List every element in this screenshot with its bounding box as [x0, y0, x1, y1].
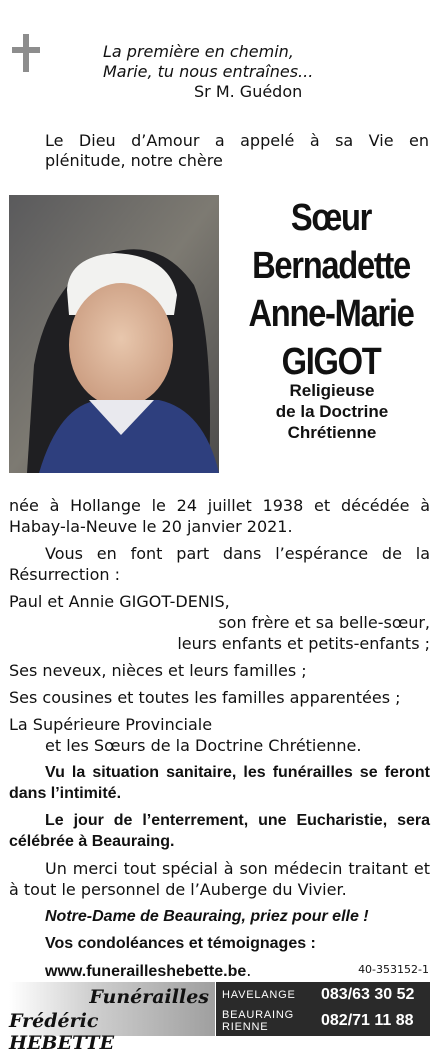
name-line: Anne-Marie [248, 293, 414, 335]
family-line: Ses neveux, nièces et leurs familles ; [9, 661, 307, 680]
eucharist-notice: Le jour de l’enterrement, une Eucharistie, sera célébrée à Beauraing. [9, 812, 430, 850]
name-line: Sœur [290, 197, 372, 239]
title-line: Religieuse [289, 381, 375, 400]
epigraph-signature: Sr M. Guédon [194, 82, 303, 101]
portrait-photo [9, 195, 219, 473]
funeral-home-footer [9, 982, 430, 1054]
title-line: de la Doctrine [275, 402, 389, 421]
intro-text: Le Dieu d’Amour a appelé à sa Vie en plénitude, notre chère [45, 131, 429, 170]
cross-icon [12, 34, 40, 72]
city-label: BEAURAING [222, 1009, 294, 1021]
deceased-name [241, 194, 422, 386]
city-label: RIENNE [222, 1021, 269, 1033]
contact-box [216, 982, 430, 1036]
phone-number: 082/71 11 88 [321, 1012, 414, 1029]
website-suffix: . [246, 961, 252, 980]
thanks-text: Un merci tout spécial à son médecin traitant et à tout le personnel de l’Auberge du Vivier. [9, 859, 430, 899]
brand-line: Frédéric HEBETTE [9, 1010, 115, 1054]
name-line: GIGOT [281, 341, 381, 383]
phone-number: 083/63 30 52 [321, 986, 415, 1003]
reference-number: 40-353152-1 [358, 963, 429, 976]
epigraph-line: Marie, tu nous entraînes... [103, 62, 314, 81]
brand-box [9, 982, 215, 1054]
family-relation: leurs enfants et petits-enfants ; [177, 634, 430, 653]
name-line: Bernadette [252, 245, 410, 287]
family-line: et les Sœurs de la Doctrine Chrétienne. [45, 736, 362, 755]
epigraph-line: La première en chemin, [103, 42, 294, 61]
website-link[interactable]: www.funerailleshebette.be [45, 963, 247, 980]
prayer-text: Notre-Dame de Beauraing, priez pour elle ! [45, 908, 369, 925]
epigraph [103, 42, 433, 102]
deceased-title [232, 380, 432, 443]
notice-body [9, 495, 430, 982]
birth-text: née à Hollange le 24 juillet 1938 et décédée à Habay-la-Neuve le 20 janvier 2021. [9, 496, 430, 536]
family-line: La Supérieure Provinciale [9, 715, 213, 734]
sanitary-notice: Vu la situation sanitaire, les funérailles se feront dans l’intimité. [9, 764, 430, 802]
family-line: Ses cousines et toutes les familles apparentées ; [9, 688, 401, 707]
announce-text: Vous en font part dans l’espérance de la Résurrection : [9, 544, 430, 584]
family-relation: son frère et sa belle-sœur, [218, 613, 430, 632]
family-name: Paul et Annie GIGOT-DENIS, [9, 592, 230, 611]
brand-line: Funérailles [89, 986, 209, 1008]
city-label: HAVELANGE [222, 989, 296, 1001]
condolences-text: Vos condoléances et témoignages : [45, 935, 316, 952]
title-line: Chrétienne [287, 423, 377, 442]
